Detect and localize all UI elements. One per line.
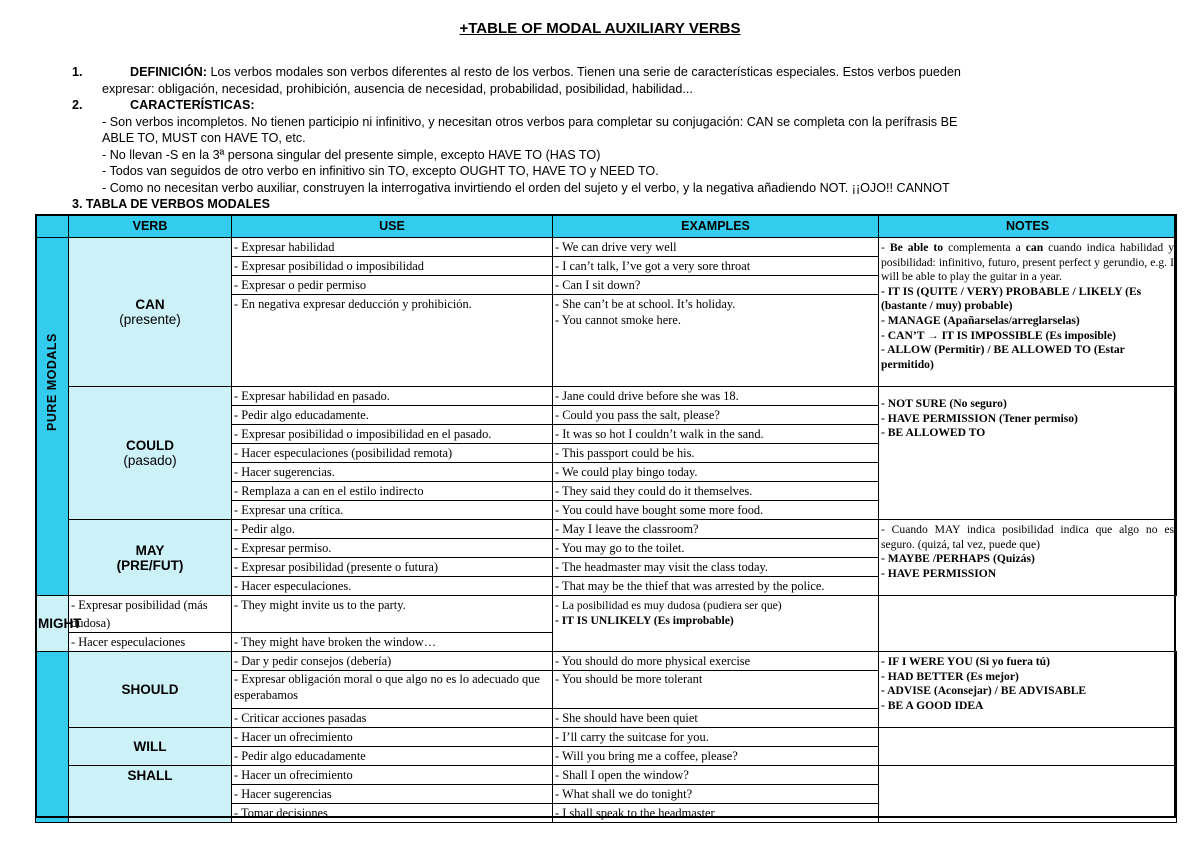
use-cell: - Hacer un ofrecimiento: [232, 766, 553, 785]
use-cell: - Expresar una crítica.: [232, 501, 553, 520]
verb-could: [69, 387, 232, 520]
example-cell: - We could play bingo today.: [553, 463, 879, 482]
section2-heading: CARACTERÍSTICAS:: [130, 98, 255, 112]
example-cell: - That may be the thief that was arrested by the police.: [553, 577, 879, 596]
verb-shall: [69, 766, 232, 823]
header-use: USE: [232, 215, 553, 238]
char-line-5: - Como no necesitan verbo auxiliar, construyen la interrogativa invirtiendo el orden del sujeto y el verbo, y la negativa añadiendo NOT. ¡¡OJO!! CANNOT: [102, 180, 950, 195]
use-cell: - Remplaza a can en el estilo indirecto: [232, 482, 553, 501]
example-cell: - I can’t talk, I’ve got a very sore throat: [553, 257, 879, 276]
example-cell: - You could have bought some more food.: [553, 501, 879, 520]
example-cell: - They said they could do it themselves.: [553, 482, 879, 501]
use-cell: - Expresar habilidad en pasado.: [232, 387, 553, 406]
use-cell: - Expresar posibilidad o imposibilidad: [232, 257, 553, 276]
verb-will-label: WILL: [133, 739, 167, 754]
example-cell: - They might invite us to the party.: [232, 596, 553, 633]
char-line-3: - No llevan -S en la 3ª persona singular del presente simple, excepto HAVE TO (HAS TO): [102, 147, 601, 162]
header-examples: EXAMPLES: [553, 215, 879, 238]
table-row: [36, 766, 1177, 785]
example-cell: - You should be more tolerant: [553, 671, 879, 709]
table-row: [36, 728, 1177, 747]
example-cell: - She can’t be at school. It’s holiday.: [553, 295, 879, 314]
verb-may-sub: (PRE/FUT): [116, 557, 184, 573]
verb-should-label: SHOULD: [121, 682, 179, 697]
verb-will: [69, 728, 232, 766]
note-can-4: - CAN’T → IT IS IMPOSSIBLE (Es imposible): [881, 328, 1117, 342]
example-cell: - They might have broken the window…: [232, 633, 553, 652]
note-should-2: - HAD BETTER (Es mejor): [881, 669, 1019, 683]
verb-could-label: COULD: [126, 438, 174, 453]
verb-can: [69, 238, 232, 387]
note-should-3: - ADVISE (Aconsejar) / BE ADVISABLE: [881, 684, 1087, 698]
verb-may-label: MAY: [135, 542, 165, 558]
section2-number: 2.: [72, 98, 83, 112]
note-may-3: - HAVE PERMISSION: [881, 566, 997, 580]
use-cell: - Hacer sugerencias.: [232, 463, 553, 482]
verb-may: [69, 520, 232, 596]
section1-heading: DEFINICIÓN:: [130, 65, 207, 79]
notes-will: [879, 728, 1177, 766]
table-row: [36, 596, 1177, 633]
example-cell: - This passport could be his.: [553, 444, 879, 463]
use-cell: - Hacer sugerencias: [232, 785, 553, 804]
char-line-4: - Todos van seguidos de otro verbo en infinitivo sin TO, excepto OUGHT TO, HAVE TO y NEED TO.: [102, 164, 659, 178]
header-notes: NOTES: [879, 215, 1177, 238]
note-might-2: - IT IS UNLIKELY (Es improbable): [555, 613, 734, 627]
example-cell: - You may go to the toilet.: [553, 539, 879, 558]
table-row: [36, 520, 1177, 539]
note-may-2: - MAYBE /PERHAPS (Quizás): [881, 552, 1035, 566]
side-blank: [36, 652, 69, 823]
example-cell: - Jane could drive before she was 18.: [553, 387, 879, 406]
use-cell: - Pedir algo educadamente.: [232, 406, 553, 425]
note-should-1: - IF I WERE YOU (Si yo fuera tú): [881, 655, 1050, 668]
verb-can-sub: (presente): [119, 312, 181, 327]
verb-shall-label: SHALL: [127, 768, 173, 783]
section1-text1: Los verbos modales son verbos diferentes al resto de los verbos. Tienen una serie de características especiales. Estos verbos pueden: [210, 65, 961, 79]
example-cell: - I shall speak to the headmaster: [553, 804, 879, 823]
example-cell: - The headmaster may visit the class today.: [553, 558, 879, 577]
side-label-text: PURE MODALS: [45, 332, 59, 431]
example-cell: - You should do more physical exercise: [553, 652, 879, 671]
note-may-1: - Cuando MAY indica posibilidad indica que algo no es seguro. (quizá, tal vez, puede que): [881, 523, 1174, 551]
note-should-4: - BE A GOOD IDEA: [881, 698, 984, 712]
pure-modals-side-label: [36, 238, 69, 596]
section3-heading: 3. TABLA DE VERBOS MODALES: [72, 197, 270, 211]
verb-can-label: CAN: [135, 297, 165, 312]
intro-section: [72, 64, 1112, 196]
example-cell: - Could you pass the salt, please?: [553, 406, 879, 425]
example-cell: - It was so hot I couldn’t walk in the sand.: [553, 425, 879, 444]
use-cell: - Expresar posibilidad (presente o futura): [232, 558, 553, 577]
header-verb: VERB: [69, 215, 232, 238]
use-cell: - Expresar posibilidad (más dudosa): [69, 596, 232, 633]
use-cell: - Hacer especulaciones: [69, 633, 232, 652]
example-cell: - Will you bring me a coffee, please?: [553, 747, 879, 766]
note-can-5: - ALLOW (Permitir) / BE ALLOWED TO (Estar permitido): [881, 343, 1125, 371]
table-row: [36, 387, 1177, 406]
note-could-1: - NOT SURE (No seguro): [881, 397, 1007, 410]
section1-number: 1.: [72, 65, 83, 79]
use-cell: - Expresar obligación moral o que algo no es lo adecuado que esperabamos: [232, 671, 553, 709]
use-cell: - Expresar permiso.: [232, 539, 553, 558]
table-header-row: [36, 215, 1177, 238]
note-could-3: - BE ALLOWED TO: [881, 426, 986, 440]
example-cell: - Can I sit down?: [553, 276, 879, 295]
note-could-2: - HAVE PERMISSION (Tener permiso): [881, 411, 1078, 425]
section1-text2: expresar: obligación, necesidad, prohibición, ausencia de necesidad, probabilidad, posibilidad, habilidad...: [102, 81, 693, 96]
verb-could-sub: (pasado): [123, 453, 177, 468]
note-can-3: - MANAGE (Apañarselas/arreglarselas): [881, 313, 1080, 327]
use-cell: - Expresar o pedir permiso: [232, 276, 553, 295]
char-line-2: ABLE TO, MUST con HAVE TO, etc.: [102, 131, 306, 145]
use-cell: - En negativa expresar deducción y prohibición.: [232, 295, 553, 387]
verb-should: [69, 652, 232, 728]
example-cell: - You cannot smoke here.: [553, 313, 879, 387]
use-cell: - Tomar decisiones: [232, 804, 553, 823]
characteristics-line: [72, 97, 1112, 114]
notes-may: [879, 520, 1177, 596]
notes-could: [879, 387, 1177, 520]
use-cell: - Pedir algo.: [232, 520, 553, 539]
use-cell: - Dar y pedir consejos (debería): [232, 652, 553, 671]
use-cell: - Pedir algo educadamente: [232, 747, 553, 766]
table-row: [36, 652, 1177, 671]
note-can-1: - Be able to complementa a can cuando indica habilidad y posibilidad: infinitivo, futuro, present perfect y gerundio, e.g. I will be able to play the guitar in a year.: [881, 241, 1174, 284]
example-cell: - She should have been quiet: [553, 709, 879, 728]
document-title: +TABLE OF MODAL AUXILIARY VERBS: [459, 20, 741, 37]
example-cell: - Shall I open the window?: [553, 766, 879, 785]
verb-might: [36, 596, 82, 652]
use-cell: - Criticar acciones pasadas: [232, 709, 553, 728]
use-cell: - Expresar posibilidad o imposibilidad en el pasado.: [232, 425, 553, 444]
modal-verbs-table: [35, 214, 1177, 823]
use-cell: - Hacer un ofrecimiento: [232, 728, 553, 747]
notes-might: [553, 596, 879, 652]
notes-should: [879, 652, 1177, 728]
definition-line: [72, 64, 1112, 81]
notes-shall: [879, 766, 1177, 823]
example-cell: - We can drive very well: [553, 238, 879, 257]
header-blank: [36, 215, 69, 238]
note-can-2: - IT IS (QUITE / VERY) PROBABLE / LIKELY (Es (bastante / muy) probable): [881, 284, 1142, 313]
table-row: [36, 238, 1177, 257]
example-cell: - May I leave the classroom?: [553, 520, 879, 539]
char-line-1: - Son verbos incompletos. No tienen participio ni infinitivo, y necesitan otros verbos para completar su conjugación: CAN se completa con la perífrasis BE: [102, 114, 958, 129]
use-cell: - Hacer especulaciones.: [232, 577, 553, 596]
use-cell: - Expresar habilidad: [232, 238, 553, 257]
example-cell: - I’ll carry the suitcase for you.: [553, 728, 879, 747]
notes-can: [879, 238, 1177, 387]
note-might-1: - La posibilidad es muy dudosa (pudiera ser que): [555, 599, 782, 612]
use-cell: - Hacer especulaciones (posibilidad remota): [232, 444, 553, 463]
example-cell: - What shall we do tonight?: [553, 785, 879, 804]
verb-might-label: MIGHT: [38, 616, 82, 631]
